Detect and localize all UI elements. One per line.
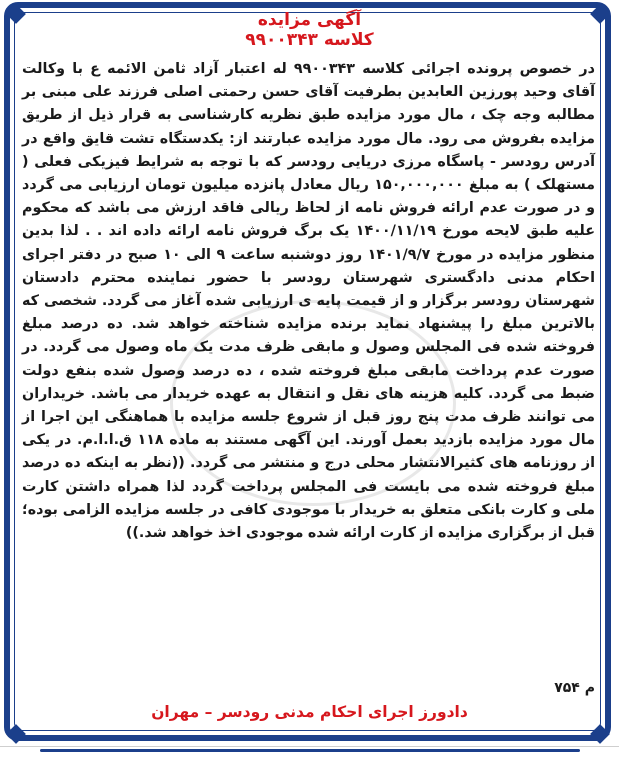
notice-body: در خصوص پرونده اجرائی کلاسه ۹۹۰۰۳۴۳ له اعتبار آزاد ثامن الائمه ع با وکالت آقای وحید پورزین العابدین بطرفیت آقای حسن رحمتی اصلی فرزند علی مبنی بر مطالبه وجه چک ، مال مورد مزایده طبق نظریه کارشناسی به قرار ذیل از طریق مزایده بفروش می رود. مال مورد مزایده عبارتند از: یکدستگاه تشت قایق واقع در آدرس رودسر - پاسگاه مرزی دریایی رودسر که با توجه به شرایط فیزیکی فعلی ( مستهلک ) به مبلغ ۱۵۰,۰۰۰,۰۰۰ ریال معادل پانزده میلیون تومان ارزیابی می گردد و در صورت عدم ارائه فروش نامه از لحاظ ریالی فاقد ارزش می باشد که محکوم علیه طبق لایحه مورخ ۱۴۰۰/۱۱/۱۹ یک برگ فروش نامه ارائه داده اند . . لذا بدین منظور مزایده در مورخ ۱۴۰۱/۹/۷ روز دوشنبه ساعت ۹ الی ۱۰ صبح در دفتر اجرای احکام مدنی دادگستری شهرستان رودسر با حضور نماینده محترم دادستان شهرستان رودسر برگزار و از قیمت پایه ی ارزیابی شده آغاز می گردد. شخصی که بالاترین مبلغ را پیشنهاد نماید برنده مزایده شناخته خواهد شد. ده درصد مبلغ فروخته شده فی المجلس وصول و مابقی ظرف مدت یک ماه وصول می گردد. در صورت عدم پرداخت مابقی مبلغ فروخته شده ، ده درصد وصول شده بنفع دولت ضبط می گردد. کلیه هزینه های نقل و انتقال به عهده خریدار می باشد. خریداران می توانند ظرف مدت پنج روز قبل از شروع جلسه مزایده با هماهنگی این اجرا از مال مورد مزایده بازدید بعمل آورند. این آگهی مستند به ماده ۱۱۸ ق.ا.ا.م. در یکی از روزنامه های کثیرالانتشار محلی درج و منتشر می گردد. ((نظر به اینکه ده درصد مبلغ فروخته شده می بایست فی المجلس پرداخت گردد لذا همراه داشتن کارت ملی و کارت بانکی متعلق به خریدار با موجودی کافی در جلسه مزایده الزامی بوده؛ قبل از برگزاری مزایده از کارت ارائه شده موجودی اخذ خواهد شد.)) (22, 61, 596, 542)
case-number: کلاسه ۹۹۰۰۳۴۳ (245, 30, 374, 50)
signature-line: دادورز اجرای احکام مدنی رودسر – مهران (151, 703, 468, 721)
footer-bar (40, 749, 580, 752)
reference-number: م ۷۵۴ (554, 680, 595, 696)
notice-title: آگهی مزایده (257, 10, 362, 30)
page-footer-rule (0, 746, 619, 764)
notice-heading (0, 10, 619, 50)
